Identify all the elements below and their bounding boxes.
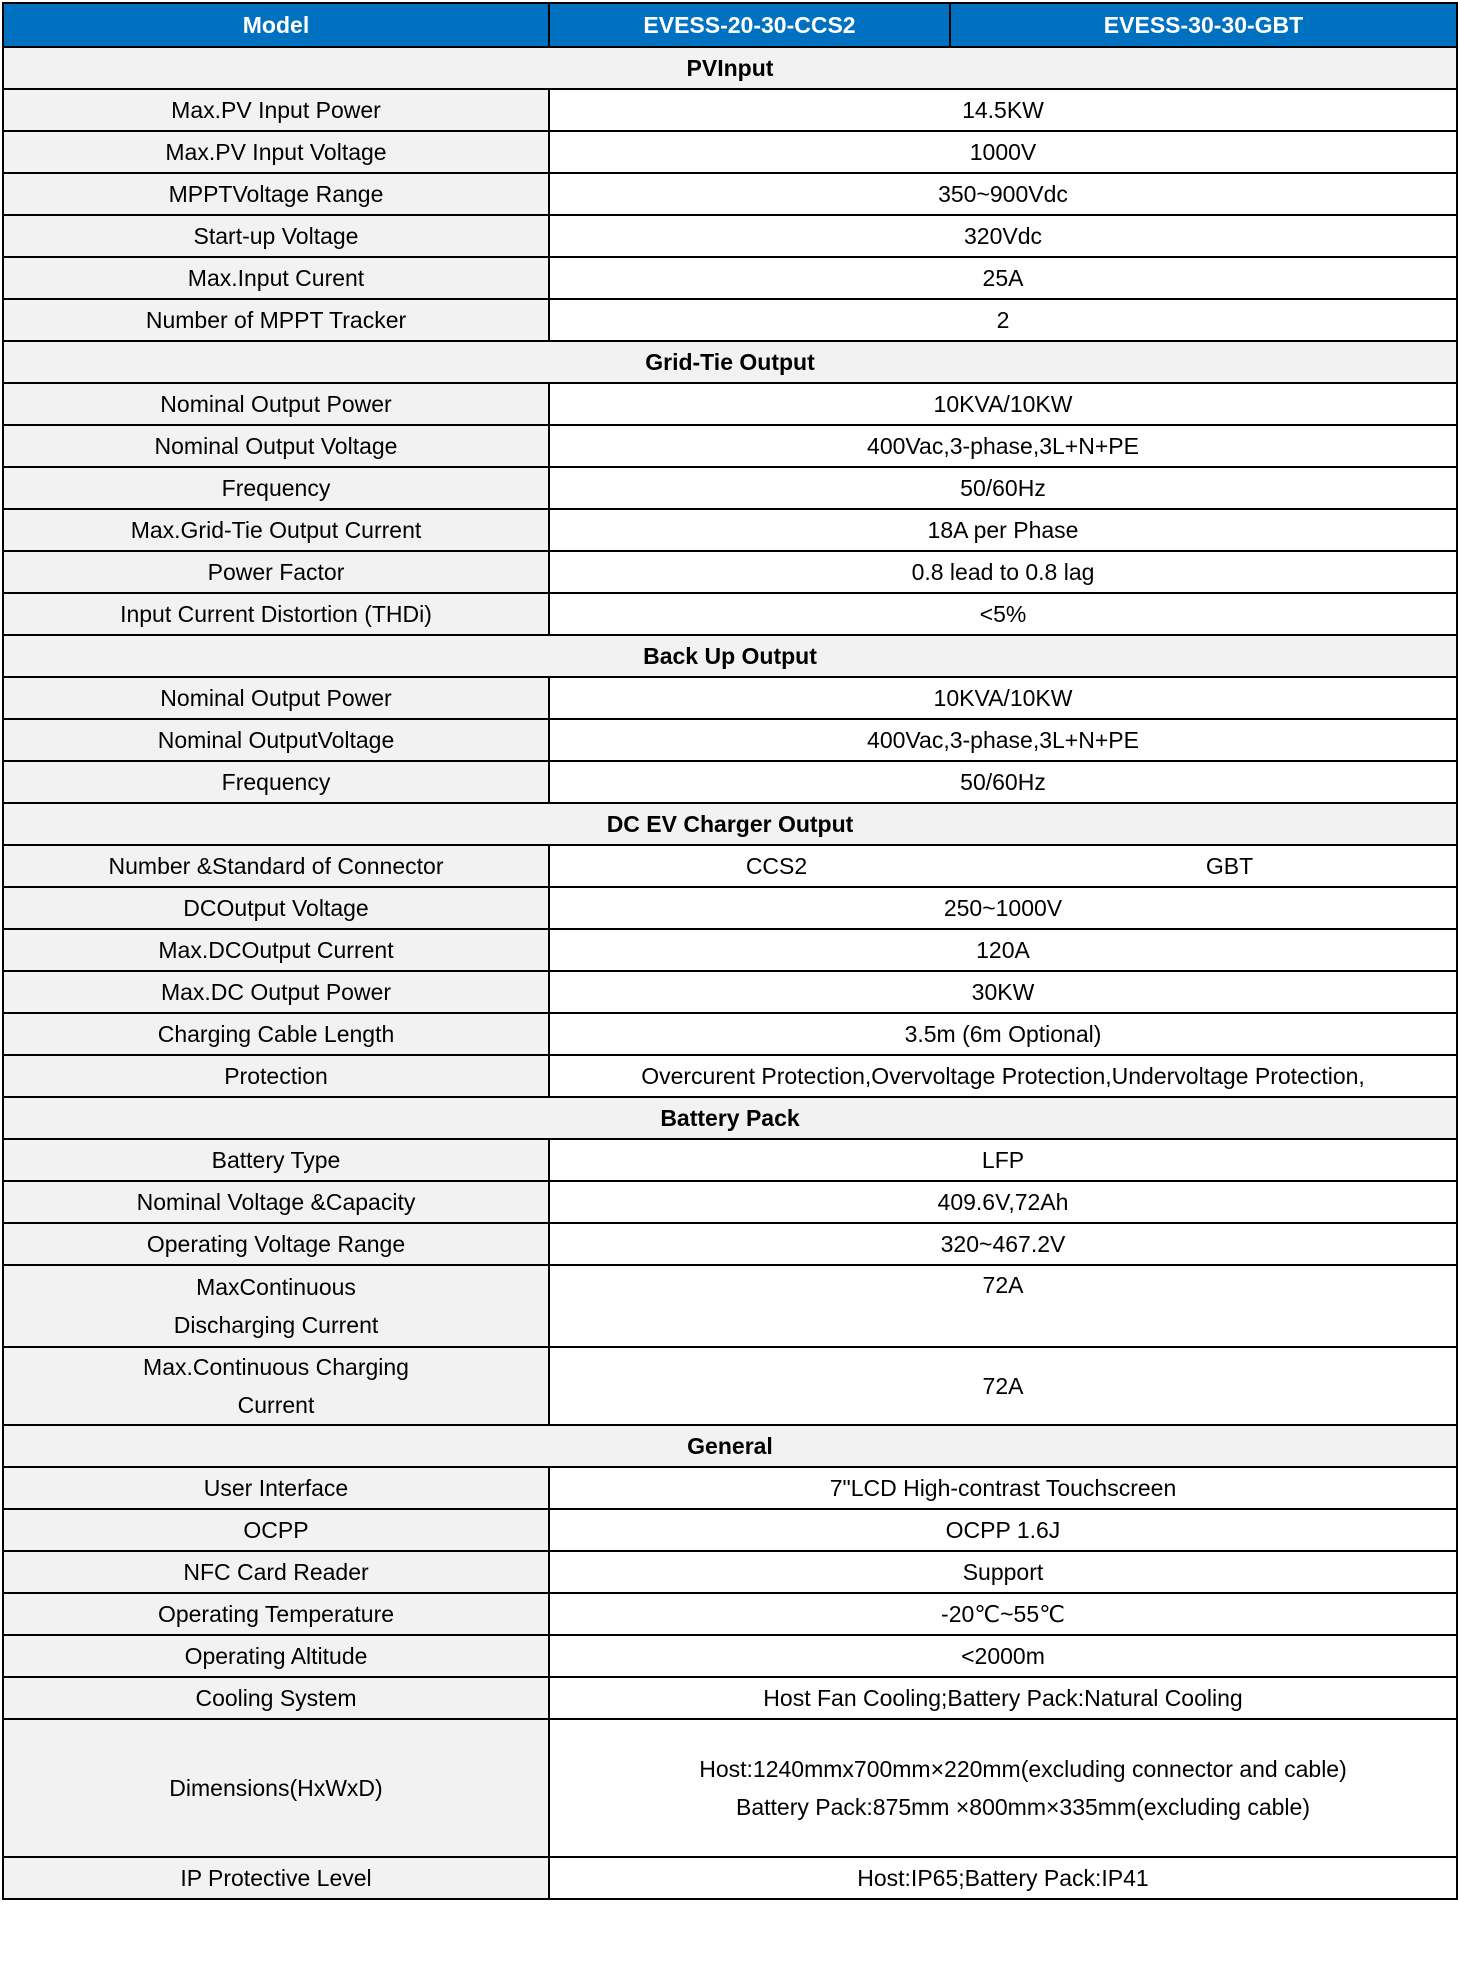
row-label: Nominal Voltage &Capacity <box>3 1181 549 1223</box>
row-value: Support <box>549 1551 1457 1593</box>
section-pv-input <box>3 47 1457 89</box>
row-value: 350~900Vdc <box>549 173 1457 215</box>
row-label: Max.PV Input Voltage <box>3 131 549 173</box>
row-value: Host Fan Cooling;Battery Pack:Natural Cooling <box>549 1677 1457 1719</box>
row-value: 7"LCD High-contrast Touchscreen <box>549 1467 1457 1509</box>
row-value: 1000V <box>549 131 1457 173</box>
row-label-line: Discharging Current <box>173 1312 379 1338</box>
row-value: 250~1000V <box>549 887 1457 929</box>
section-title: Back Up Output <box>3 635 1457 677</box>
row-label: Dimensions(HxWxD) <box>3 1719 549 1857</box>
row-label: Nominal Output Power <box>3 383 549 425</box>
row-label: Operating Voltage Range <box>3 1223 549 1265</box>
table-row <box>3 299 1457 341</box>
table-row <box>3 1181 1457 1223</box>
table-row <box>3 1719 1457 1857</box>
row-label: Battery Type <box>3 1139 549 1181</box>
section-battery-pack <box>3 1097 1457 1139</box>
row-label: Max.Grid-Tie Output Current <box>3 509 549 551</box>
table-row <box>3 1509 1457 1551</box>
row-value: Host:IP65;Battery Pack:IP41 <box>549 1857 1457 1899</box>
section-title: DC EV Charger Output <box>3 803 1457 845</box>
table-row <box>3 425 1457 467</box>
table-row <box>3 1857 1457 1899</box>
row-value: <5% <box>549 593 1457 635</box>
section-title: Grid-Tie Output <box>3 341 1457 383</box>
row-label: Nominal Output Voltage <box>3 425 549 467</box>
row-label: Nominal Output Power <box>3 677 549 719</box>
section-dc-ev-charger-output <box>3 803 1457 845</box>
row-label: Frequency <box>3 761 549 803</box>
table-row <box>3 1223 1457 1265</box>
row-value: 72A <box>549 1347 1457 1425</box>
section-general <box>3 1425 1457 1467</box>
row-value: 0.8 lead to 0.8 lag <box>549 551 1457 593</box>
section-grid-tie-output <box>3 341 1457 383</box>
header-model: Model <box>3 3 549 47</box>
section-title: General <box>3 1425 1457 1467</box>
section-title: Battery Pack <box>3 1097 1457 1139</box>
row-value: 18A per Phase <box>549 509 1457 551</box>
table-row <box>3 761 1457 803</box>
table-row <box>3 173 1457 215</box>
row-label: NFC Card Reader <box>3 1551 549 1593</box>
row-label: DCOutput Voltage <box>3 887 549 929</box>
table-row <box>3 1677 1457 1719</box>
table-row <box>3 383 1457 425</box>
table-row <box>3 719 1457 761</box>
table-header-row <box>3 3 1457 47</box>
table-row <box>3 1055 1457 1097</box>
spec-table <box>2 2 1458 1900</box>
row-label: IP Protective Level <box>3 1857 549 1899</box>
row-label: Nominal OutputVoltage <box>3 719 549 761</box>
row-label: Operating Temperature <box>3 1593 549 1635</box>
row-label: Max.DCOutput Current <box>3 929 549 971</box>
row-value: 400Vac,3-phase,3L+N+PE <box>549 719 1457 761</box>
row-label-line: MaxContinuous <box>196 1274 356 1300</box>
row-value <box>549 1719 1457 1857</box>
table-row <box>3 677 1457 719</box>
table-row <box>3 215 1457 257</box>
row-label: Charging Cable Length <box>3 1013 549 1055</box>
row-value: 50/60Hz <box>549 467 1457 509</box>
row-value: 320~467.2V <box>549 1223 1457 1265</box>
row-value: 50/60Hz <box>549 761 1457 803</box>
row-value: 409.6V,72Ah <box>549 1181 1457 1223</box>
table-row <box>3 1551 1457 1593</box>
row-label <box>3 1347 549 1425</box>
row-value: 25A <box>549 257 1457 299</box>
table-row <box>3 131 1457 173</box>
table-row <box>3 593 1457 635</box>
row-label: Number of MPPT Tracker <box>3 299 549 341</box>
table-row <box>3 1467 1457 1509</box>
header-model-a: EVESS-20-30-CCS2 <box>549 3 950 47</box>
row-label: Start-up Voltage <box>3 215 549 257</box>
row-value: 10KVA/10KW <box>549 383 1457 425</box>
row-label: Max.Input Curent <box>3 257 549 299</box>
row-label: OCPP <box>3 1509 549 1551</box>
table-row <box>3 929 1457 971</box>
dimensions-host: Host:1240mmx700mm×220mm(excluding connector and cable) <box>699 1756 1347 1782</box>
row-label: Frequency <box>3 467 549 509</box>
row-value: -20℃~55℃ <box>549 1593 1457 1635</box>
table-row <box>3 257 1457 299</box>
table-row <box>3 971 1457 1013</box>
connector-ccs2: CCS2 <box>745 852 808 879</box>
row-value: OCPP 1.6J <box>549 1509 1457 1551</box>
row-label: User Interface <box>3 1467 549 1509</box>
row-value-split <box>549 845 1457 887</box>
header-model-b: EVESS-30-30-GBT <box>950 3 1457 47</box>
section-back-up-output <box>3 635 1457 677</box>
table-row <box>3 89 1457 131</box>
row-value: 400Vac,3-phase,3L+N+PE <box>549 425 1457 467</box>
row-value: 10KVA/10KW <box>549 677 1457 719</box>
row-label: Power Factor <box>3 551 549 593</box>
row-label <box>3 1265 549 1347</box>
row-label: Cooling System <box>3 1677 549 1719</box>
row-label: Max.DC Output Power <box>3 971 549 1013</box>
section-title: PVInput <box>3 47 1457 89</box>
table-row <box>3 551 1457 593</box>
row-label: Number &Standard of Connector <box>3 845 549 887</box>
connector-gbt: GBT <box>1205 852 1254 879</box>
row-label: Operating Altitude <box>3 1635 549 1677</box>
row-value: 2 <box>549 299 1457 341</box>
row-label-line: Current <box>237 1392 315 1418</box>
row-value: 72A <box>549 1265 1457 1347</box>
table-row <box>3 1593 1457 1635</box>
dimensions-battery: Battery Pack:875mm ×800mm×335mm(excluding cable) <box>736 1794 1310 1820</box>
table-row <box>3 887 1457 929</box>
row-value: Overcurent Protection,Overvoltage Protection,Undervoltage Protection, <box>549 1055 1457 1097</box>
table-row <box>3 509 1457 551</box>
row-value: 30KW <box>549 971 1457 1013</box>
table-row <box>3 467 1457 509</box>
table-row <box>3 1013 1457 1055</box>
row-value: 3.5m (6m Optional) <box>549 1013 1457 1055</box>
row-value: 320Vdc <box>549 215 1457 257</box>
table-row <box>3 1635 1457 1677</box>
row-label-line: Max.Continuous Charging <box>143 1354 409 1380</box>
table-row <box>3 1265 1457 1347</box>
table-row <box>3 845 1457 887</box>
row-label: Protection <box>3 1055 549 1097</box>
table-row <box>3 1139 1457 1181</box>
row-value: 120A <box>549 929 1457 971</box>
row-value: <2000m <box>549 1635 1457 1677</box>
row-label: Max.PV Input Power <box>3 89 549 131</box>
row-value: 14.5KW <box>549 89 1457 131</box>
row-label: Input Current Distortion (THDi) <box>3 593 549 635</box>
row-value: LFP <box>549 1139 1457 1181</box>
row-label: MPPTVoltage Range <box>3 173 549 215</box>
table-row <box>3 1347 1457 1425</box>
